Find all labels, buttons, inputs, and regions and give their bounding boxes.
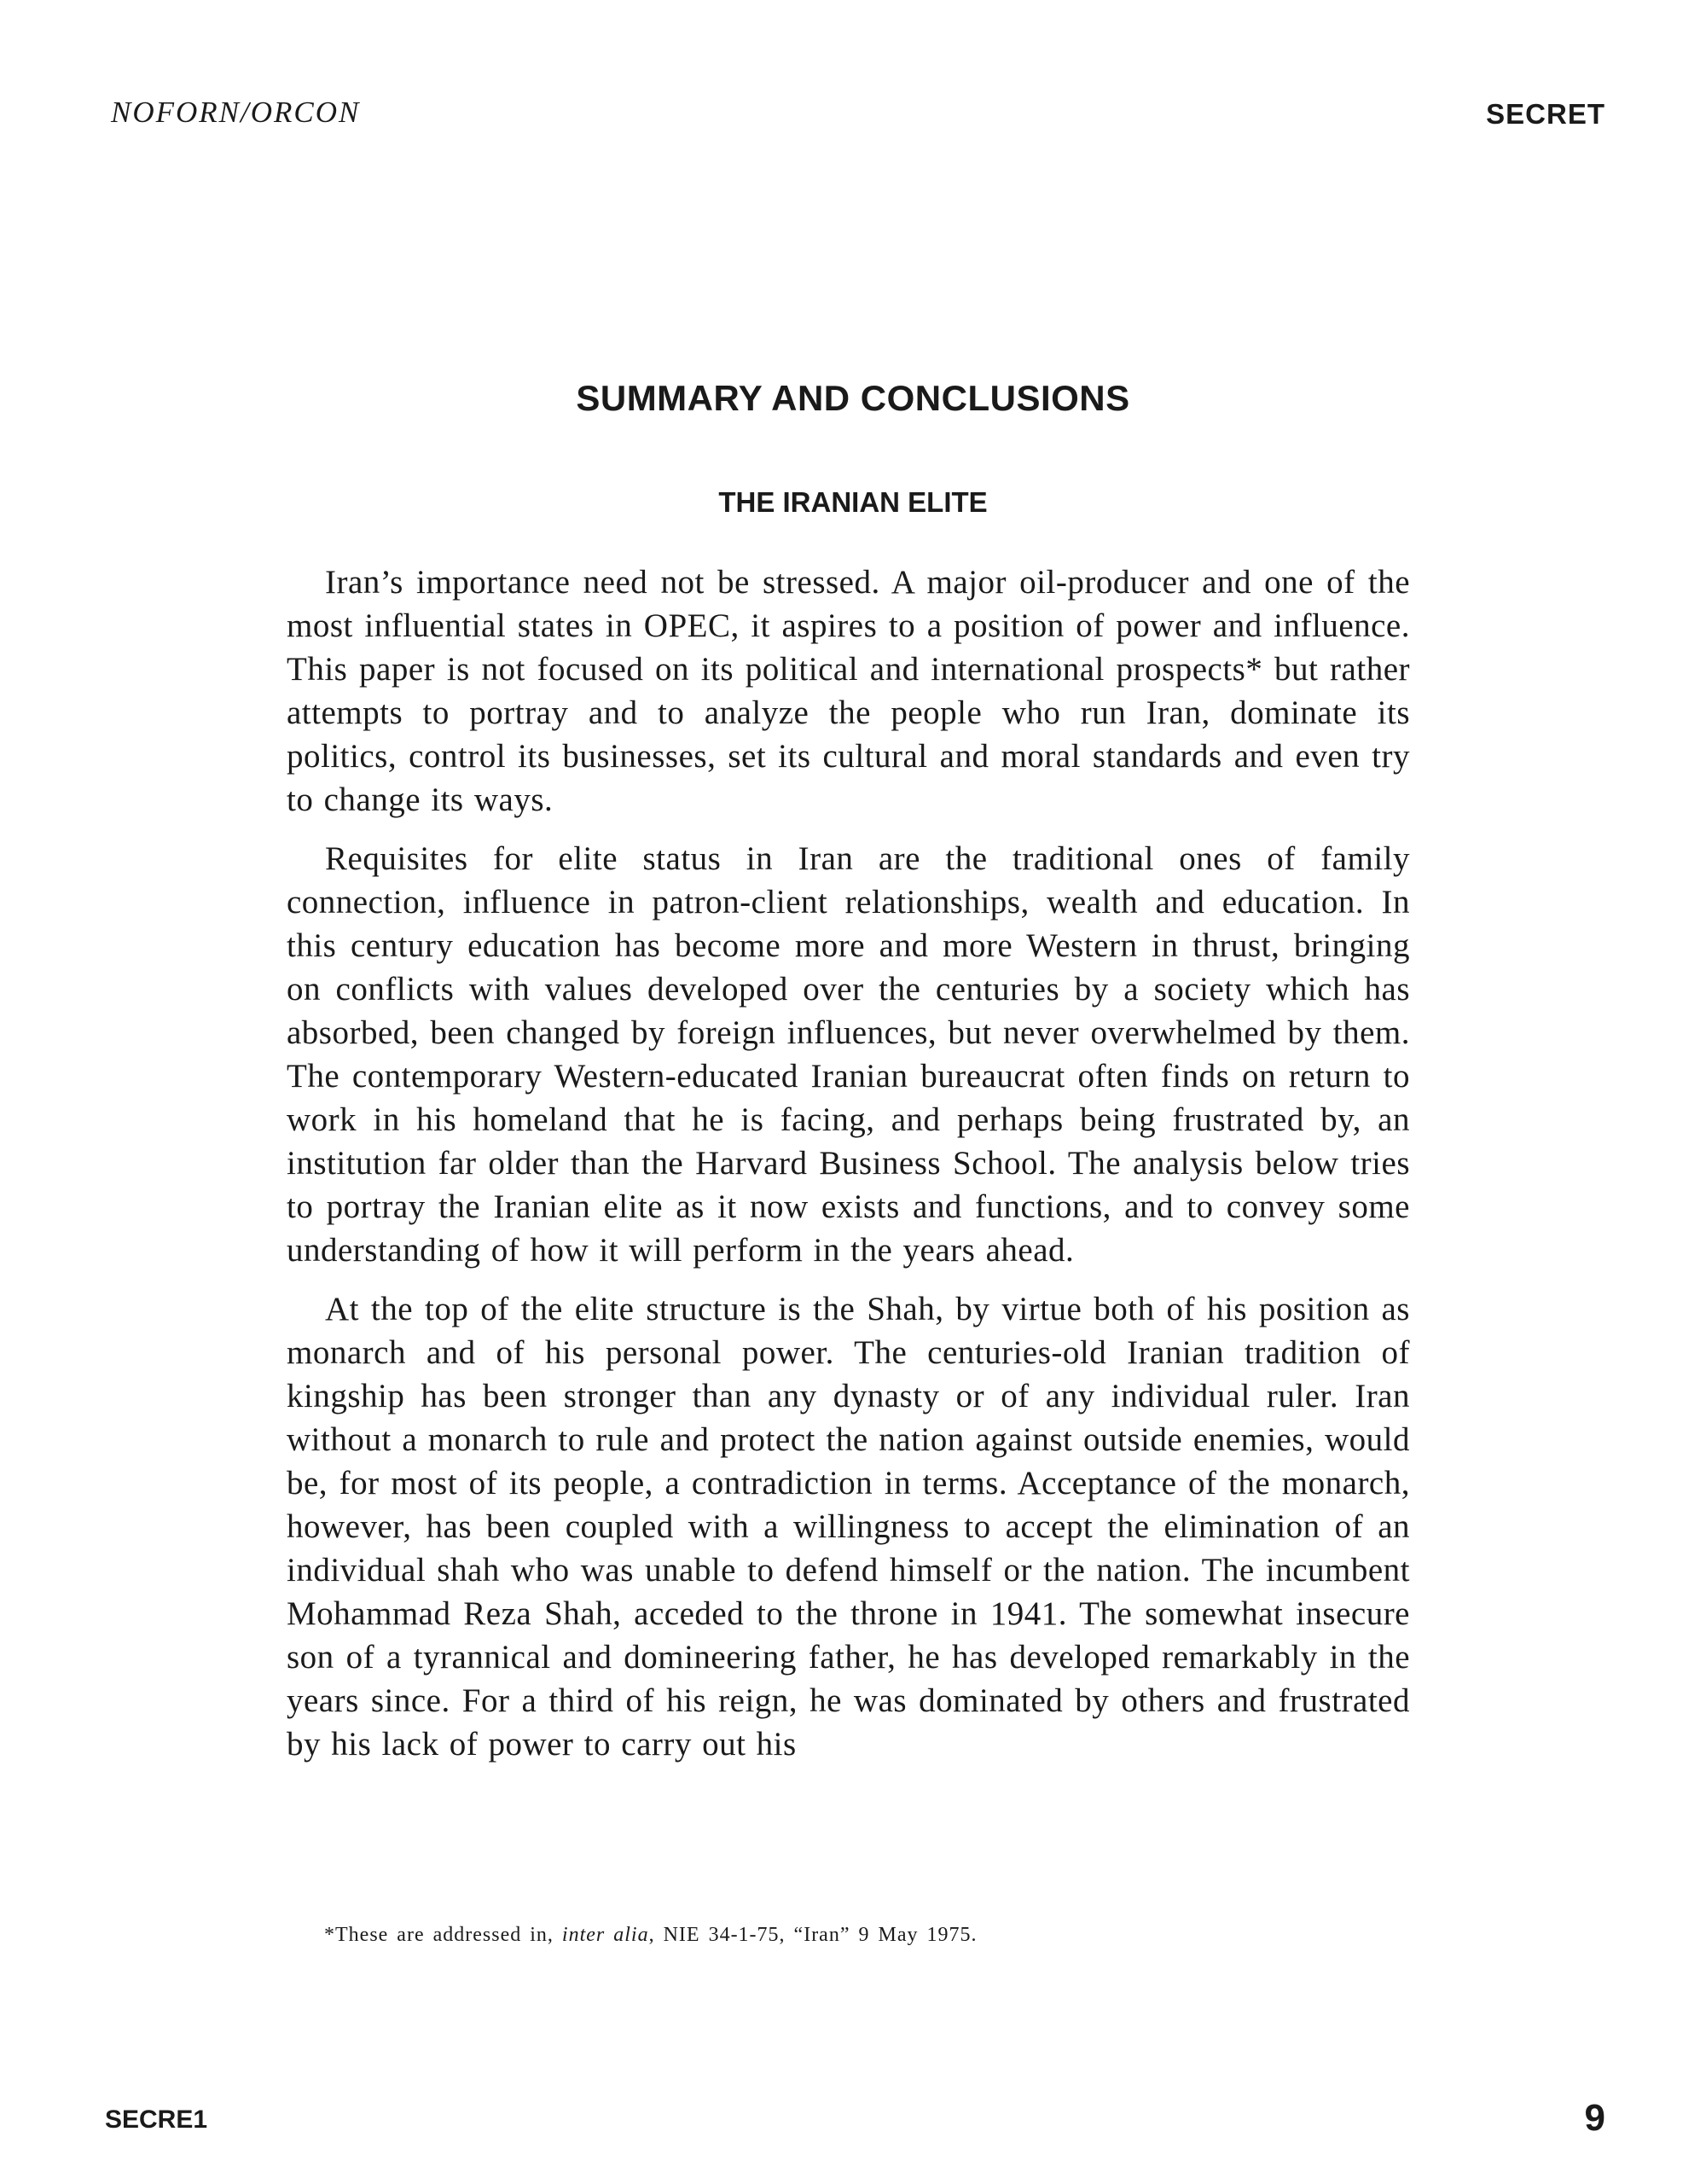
classification-caveat-header: NOFORN/ORCON [111, 96, 361, 129]
section-heading: THE IRANIAN ELITE [718, 486, 988, 518]
footnote [324, 1924, 977, 1947]
classification-header: SECRET [1486, 98, 1605, 130]
page-title: SUMMARY AND CONCLUSIONS [576, 378, 1130, 418]
paragraph: At the top of the elite structure is the Shah, by virtue both of his position as monarch and of his personal power. The centuries-old Iranian tradition of kingship has been stronger than any dynasty or of any individual ruler. Iran without a monarch to rule and protect the nation against outside enemies, would be, for most of its people, a contradiction in terms. Acceptance of the monarch, however, has been coupled with a willingness to accept the elimination of an individual shah who was unable to defend himself or the nation. The incumbent Mohammad Reza Shah, acceded to the throne in 1941. The somewhat insecure son of a tyrannical and domineering father, he has developed remarkably in the years since. For a third of his reign, he was dominated by others and frustrated by his lack of power to carry out his [287, 1291, 1410, 1763]
classification-footer: SECRE1 [105, 2106, 208, 2134]
page-number: 9 [1584, 2097, 1605, 2139]
paragraph: Requisites for elite status in Iran are the traditional ones of family connection, influence in patron-client relationships, wealth and education. In this century education has become more and more Western in thrust, bringing on conflicts with values developed over the centuries by a society which has absorbed, been changed by foreign influences, but never overwhelmed by them. The contemporary Western-educated Iranian bureaucrat often finds on return to work in his homeland that he is facing, and perhaps being frustrated by, an institution far older than the Harvard Business School. The analysis below tries to portray the Iranian elite as it now exists and functions, and to convey some understanding of how it will perform in the years ahead. [287, 840, 1410, 1269]
footnote-prefix: *These are addressed in, [324, 1924, 562, 1946]
footnote-italic: inter alia [561, 1924, 649, 1946]
footnote-suffix: , NIE 34-1-75, “Iran” 9 May 1975. [648, 1924, 978, 1946]
body-text [287, 561, 1410, 1781]
paragraph: Iran’s importance need not be stressed. A major oil-producer and one of the most influential states in OPEC, it aspires to a position of power and influence. This paper is not focused on its political and international prospects* but rather attempts to portray and to analyze the people who run Iran, dominate its politics, control its businesses, set its cultural and moral standards and even try to change its ways. [287, 564, 1410, 818]
